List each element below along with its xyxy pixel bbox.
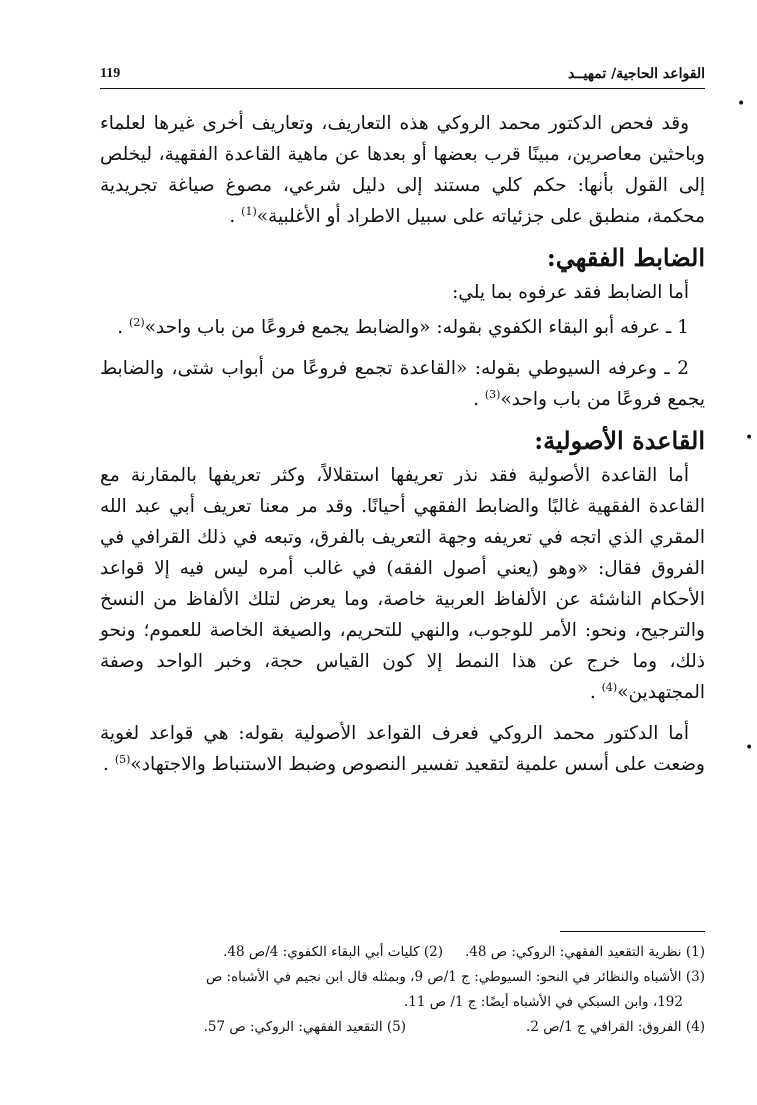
- footnote: (1) نظرية التقعيد الفقهي: الروكي: ص 48.: [464, 944, 705, 960]
- running-head: [100, 62, 705, 89]
- footnote: (3) الأشباه والنظائر في النحو: السيوطي: ج 1/ص 9، وبمثله قال ابن نجيم في الأشباه: ص: [205, 969, 705, 985]
- paragraph: أما الضابط فقد عرفوه بما يلي:: [452, 282, 689, 303]
- page-number: 119: [100, 66, 121, 81]
- running-title: القواعد الحاجية/ تمهيــد: [568, 66, 705, 82]
- list-item: 2 ـ وعرفه السيوطي بقوله: «القاعدة تجمع فروعًا من أبواب شتى، والضابط يجمع فروعًا من باب واحد»$^{(3)}$ .: [100, 358, 705, 410]
- main-text: [100, 108, 705, 790]
- list-item: 1 ـ عرفه أبو البقاء الكفوي بقوله: «والضابط يجمع فروعًا من باب واحد»$^{(2)}$ .: [117, 315, 689, 338]
- paragraph: أما الدكتور محمد الروكي فعرف القواعد الأصولية بقوله: هي قواعد لغوية وضعت على أسس علمية لتقعيد تفسير النصوص وضبط الاستنباط والاجتهاد»$^{(5)}$ .: [100, 723, 705, 775]
- footnote-divider: [560, 931, 705, 932]
- footnote-continuation: 192، وابن السبكي في الأشباه أيضًا: ج 1/ ص 11.: [403, 994, 683, 1010]
- scan-mark: •: [745, 430, 754, 446]
- scan-mark: •: [745, 740, 754, 756]
- section-heading: القاعدة الأصولية:: [534, 426, 705, 455]
- footnote-row: [100, 1015, 705, 1040]
- footnote-row: [100, 940, 705, 965]
- section-heading: الضابط الفقهي:: [546, 243, 705, 272]
- paragraph: وقد فحص الدكتور محمد الروكي هذه التعاريف، وتعاريف أخرى غيرها لعلماء وباحثين معاصرين، مبينًا قرب بعضها أو بعدها عن ماهية القاعدة الفقهية، ليخلص إلى القول بأنها: حكم كلي مستند إلى دليل شرعي، مصوغ صياغة تجريدية محكمة، منطبق على جزئياته على سبيل الاطراد أو الأغلبية»$^{(1)}$ .: [100, 113, 705, 227]
- scan-mark: •: [737, 96, 746, 112]
- footnote: (5) التقعيد الفقهي: الروكي: ص 57.: [203, 1019, 407, 1035]
- paragraph: أما القاعدة الأصولية فقد نذر تعريفها استقلالاً، وكثر تعريفها بالمقارنة مع القاعدة الفقهية غالبًا والضابط الفقهي أحيانًا. وقد مر معنا تعريف أبي عبد الله المقري الذي اتجه في تعريفه وجهة التعريف بالفرق، وتبعه في ذلك القرافي في الفروق فقال: «وهو (يعني أصول الفقه) في غالب أمره ليس فيه إلا قواعد الأحكام الناشئة عن الألفاظ العربية خاصة، وما يعرض لتلك الألفاظ من النسخ والترجيح، ونحو: الأمر للوجوب، والنهي للتحريم، والصيغة الخاصة للعموم؛ ونحو ذلك، وما خرج عن هذا النمط إلا كون القياس حجة، وخبر الواحد وصفة المجتهدين»$^{(4)}$ .: [100, 465, 705, 703]
- footnote: (4) الفروق: القرافي ج 1/ص 2.: [526, 1019, 705, 1035]
- footnotes: [100, 940, 705, 1040]
- footnote: (2) كليات أبي البقاء الكفوي: 4/ص 48.: [223, 944, 443, 960]
